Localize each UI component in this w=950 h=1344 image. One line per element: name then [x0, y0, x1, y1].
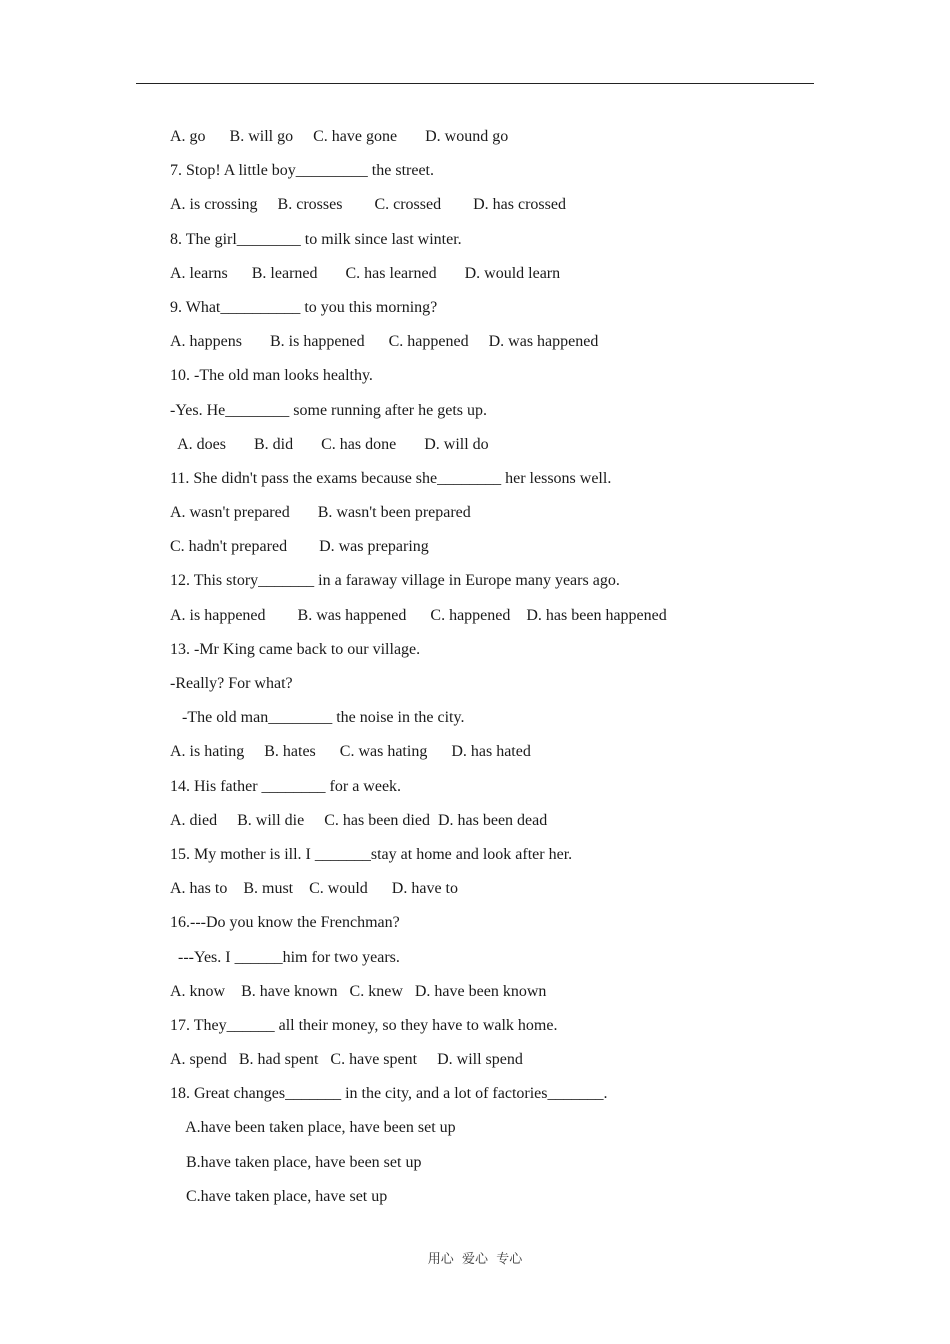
question-13: 13. -Mr King came back to our village.	[170, 640, 421, 658]
option-line-q8: A. learns B. learned C. has learned D. would learn	[170, 264, 561, 282]
question-11: 11. She didn't pass the exams because she________ her lessons well.	[170, 469, 612, 487]
option-line-q18-b: B.have taken place, have been set up	[170, 1153, 422, 1171]
option-line-q11-b: C. hadn't prepared D. was preparing	[170, 538, 429, 556]
option-line-q18-c: C.have taken place, have set up	[170, 1187, 388, 1205]
option-line-q17: A. spend B. had spent C. have spent D. will spend	[170, 1051, 523, 1069]
question-9: 9. What__________ to you this morning?	[170, 298, 438, 316]
option-line-q9: A. happens B. is happened C. happened D. was happened	[170, 333, 599, 351]
question-16: 16.---Do you know the Frenchman?	[170, 914, 400, 932]
question-13-answer: -The old man________ the noise in the city.	[170, 709, 465, 727]
option-line-q13: A. is hating B. hates C. was hating D. has hated	[170, 743, 531, 761]
question-10-reply: -Yes. He________ some running after he gets up.	[170, 401, 487, 419]
option-line-q15: A. has to B. must C. would D. have to	[170, 880, 458, 898]
option-line-q16: A. know B. have known C. knew D. have been known	[170, 982, 547, 1000]
question-17: 17. They______ all their money, so they have to walk home.	[170, 1016, 558, 1034]
option-line-q14: A. died B. will die C. has been died D. has been dead	[170, 811, 548, 829]
question-12: 12. This story_______ in a faraway village in Europe many years ago.	[170, 572, 620, 590]
question-8: 8. The girl________ to milk since last winter.	[170, 230, 462, 248]
option-line-q10: A. does B. did C. has done D. will do	[170, 435, 489, 453]
question-14: 14. His father ________ for a week.	[170, 777, 402, 795]
header-rule	[136, 83, 814, 84]
question-13-reply: -Really? For what?	[170, 675, 293, 692]
page-footer: 用心 爱心 专心	[427, 1252, 523, 1267]
exercise-content	[170, 124, 810, 1218]
question-7: 7. Stop! A little boy_________ the street.	[170, 162, 434, 180]
question-16-reply: ---Yes. I ______him for two years.	[170, 948, 400, 966]
option-line-q18-a: A.have been taken place, have been set up	[170, 1119, 456, 1137]
option-line-q12: A. is happened B. was happened C. happened D. has been happened	[170, 606, 667, 624]
option-line-q11-a: A. wasn't prepared B. wasn't been prepared	[170, 504, 471, 522]
question-10: 10. -The old man looks healthy.	[170, 367, 373, 385]
option-line-q7: A. is crossing B. crosses C. crossed D. has crossed	[170, 196, 566, 214]
option-line-q6: A. go B. will go C. have gone D. wound go	[170, 128, 509, 145]
question-15: 15. My mother is ill. I _______stay at home and look after her.	[170, 845, 573, 863]
question-18: 18. Great changes_______ in the city, and a lot of factories_______.	[170, 1085, 608, 1103]
